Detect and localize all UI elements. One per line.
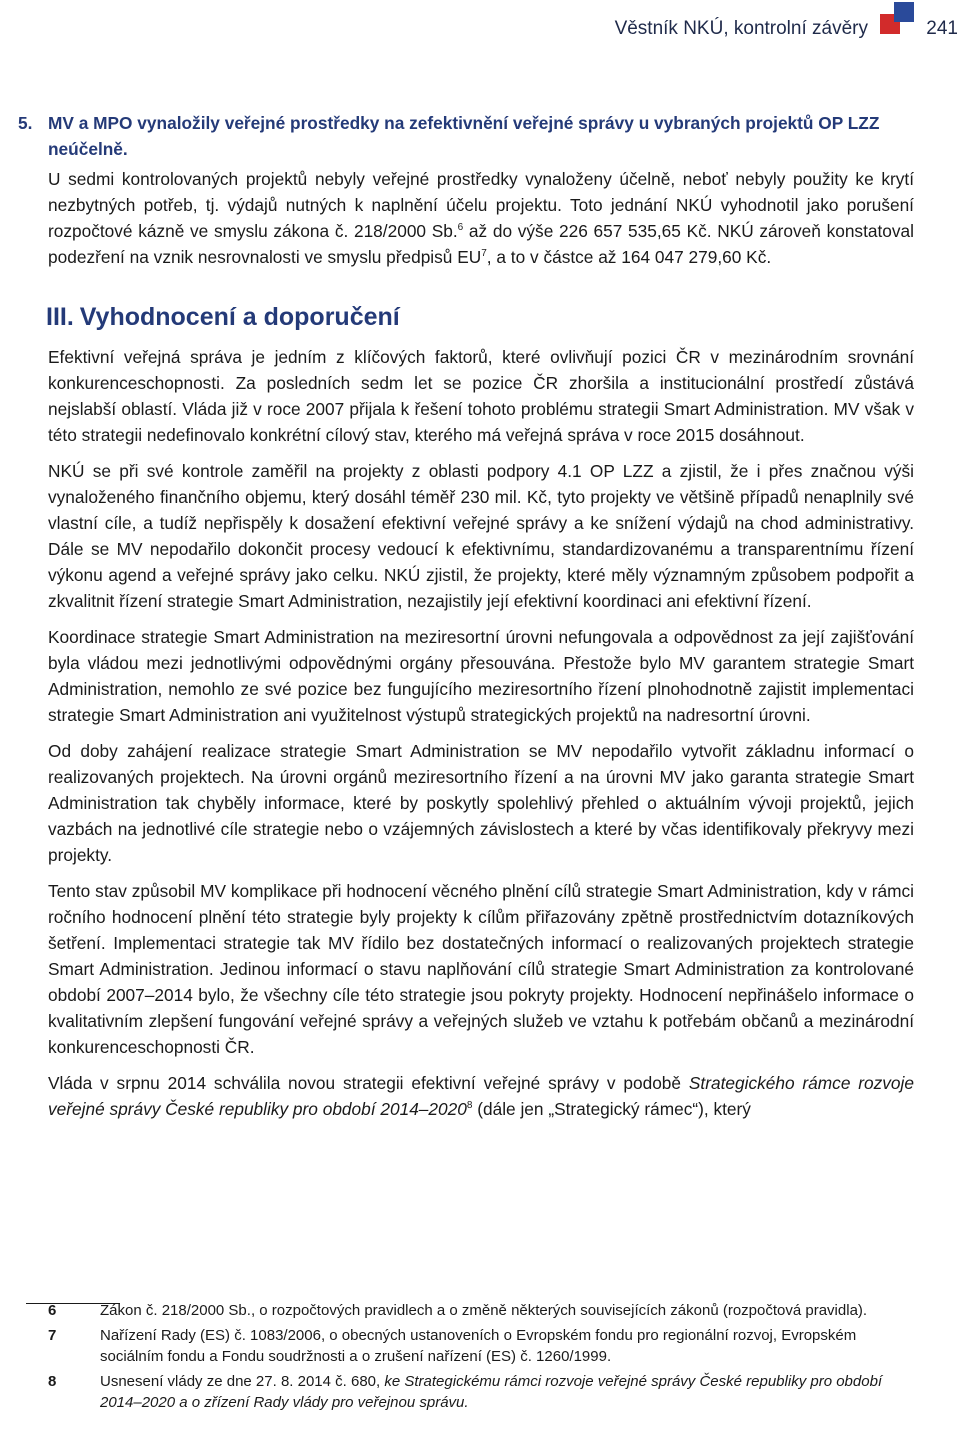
footnote-ref-6[interactable]: 6 — [457, 222, 464, 233]
finding-heading-text: MV a MPO vynaložily veřejné prostředky na zefektivnění veřejné správy u vybraných projektů OP LZZ neúčelně. — [48, 113, 880, 159]
last-paragraph-part1: Vláda v srpnu 2014 schválila novou strategii efektivní veřejné správy v podobě — [48, 1073, 689, 1093]
body-paragraph: Koordinace strategie Smart Administration na meziresortní úrovni nefungovala a odpovědnost za její zajišťování byla vládou mezi jednotlivými odpovědnými orgány přesouvána. Přestože bylo MV garantem strategie Smart Administration, nemohlo ze své pozice bez fungujícího meziresortního řízení plnohodnotně zajistit implementaci strategie Smart Administration ani využitelnost výstupů strategických projektů na nadresortní úrovni. — [48, 627, 914, 725]
finding-paragraph-part2: až do výše 226 657 535,65 Kč. NKÚ zároveň konstatoval podezření na vznik nesrovnalosti ve smyslu předpisů EU — [48, 221, 914, 267]
footnote-ref-8[interactable]: 8 — [466, 1100, 473, 1111]
nku-squares-logo-icon — [880, 2, 916, 38]
finding-paragraph — [48, 166, 914, 270]
section-roman-numeral: III. — [46, 303, 74, 331]
finding-paragraph-part1: U sedmi kontrolovaných projektů nebyly veřejné prostředky vynaloženy účelně, neboť nebyly použity ke krytí nezbytných potřeb, tj. výdajů nutných k naplnění účelu projektu. Toto jednání NKÚ vyhodnotil jako porušení rozpočtové kázně ve smyslu zákona č. 218/2000 Sb. — [48, 169, 914, 241]
footnote-number: 6 — [48, 1302, 57, 1319]
footnote-number: 7 — [48, 1327, 57, 1344]
footnote-text: Zákon č. 218/2000 Sb., o rozpočtových pravidlech a o změně některých souvisejících zákonů (rozpočtová pravidla). — [100, 1302, 868, 1319]
footnote-text: Nařízení Rady (ES) č. 1083/2006, o obecných ustanoveních o Evropském fondu pro regionální rozvoj, Evropském sociálním fondu a Fondu soudržnosti a o zrušení nařízení (ES) č. 1260/1999. — [100, 1327, 857, 1365]
body-paragraph-last — [48, 1070, 914, 1122]
footnote-number: 8 — [48, 1373, 57, 1390]
body-paragraph: Efektivní veřejná správa je jedním z klíčových faktorů, které ovlivňují pozici ČR v mezinárodním srovnání konkurenceschopnosti. Za posledních sedm let se pozice ČR zhoršila a institucionální prostředí zůstává nejslabší oblastí. Vláda již v roce 2007 přijala k řešení tohoto problému strategii Smart Administration. MV však v této strategii nedefinovalo konkrétní cílový stav, kterého má veřejná správa v roce 2015 dosáhnout. — [48, 347, 914, 445]
body-paragraph: NKÚ se při své kontrole zaměřil na projekty z oblasti podpory 4.1 OP LZZ a zjistil, že i přes značnou výši vynaloženého finančního objemu, který dosáhl téměř 230 mil. Kč, tyto projekty ve většině případů nenaplnily své vlastní cíle, a tudíž nepřispěly k dosažení efektivní veřejné správy a ke snížení výdajů na chod administrativy. Dále se MV nepodařilo dokončit procesy vedoucí k efektivnímu, standardizovanému a transparentnímu řízení výkonu agend a veřejné správy jako celku. NKÚ zjistil, že projekty, které měly významným způsobem podpořit a zkvalitnit řízení strategie Smart Administration, nezajistily její efektivní koordinaci ani efektivní řízení. — [48, 461, 914, 611]
logo-blue-square — [894, 2, 914, 22]
finding-number: 5. — [18, 113, 33, 133]
body-paragraph: Od doby zahájení realizace strategie Smart Administration se MV nepodařilo vytvořit základnu informací o realizovaných projektech. Na úrovni orgánů meziresortního řízení a na úrovni MV jako garanta strategie Smart Administration tak chyběly informace, které by poskytly spolehlivý přehled o aktuálním vývoji projektů, jejich vazbách na jednotlivé cíle strategie nebo o vzájemných závislostech a které by včas identifikovaly překryvy mezi projekty. — [48, 741, 914, 865]
strategy-title-italic: Strategického rámce rozvoje veřejné správy České republiky pro období 2014–2020 — [48, 1073, 914, 1119]
running-title: Věstník NKÚ, kontrolní závěry — [614, 18, 868, 39]
finding-paragraph-part3: , a to v částce až 164 047 279,60 Kč. — [486, 247, 772, 267]
main-content — [18, 110, 914, 1132]
body-paragraph: Tento stav způsobil MV komplikace při hodnocení věcného plnění cílů strategie Smart Administration, kdy v rámci ročního hodnocení plnění této strategie byly projekty k cílům přiřazovány zpětně prostřednictvím dotazníkových šetření. Implementaci strategie tak MV řídilo bez dostatečných informací o realizovaných projektech strategie Smart Administration. Jedinou informací o stavu naplňování cílů strategie Smart Administration za kontrolované období 2007–2014 bylo, že všechny cíle této strategie jsou pokryty projekty. Hodnocení nepřinášelo informace o kvalitativním zlepšení fungování veřejné správy a veřejných služeb ve vztahu k potřebám občanů a mezinárodní konkurenceschopnosti ČR. — [48, 881, 914, 1057]
finding-heading — [18, 110, 914, 162]
section-title-text: Vyhodnocení a doporučení — [79, 303, 400, 331]
section-title — [46, 304, 914, 330]
footnote-text-plain: Usnesení vlády ze dne 27. 8. 2014 č. 680, — [100, 1373, 385, 1390]
footnote-8 — [48, 1371, 914, 1413]
footnote-text-italic: ke Strategickému rámci rozvoje veřejné správy České republiky pro období 2014–2020 a o zřízení Rady vlády pro veřejnou správu. — [100, 1373, 883, 1411]
footnote-6 — [48, 1300, 914, 1321]
footnote-ref-7[interactable]: 7 — [481, 248, 487, 259]
page-header — [0, 14, 960, 48]
last-paragraph-part2: (dále jen „Strategický rámec“), který — [472, 1099, 751, 1119]
page-number: 241 — [926, 18, 958, 39]
footnotes — [48, 1300, 914, 1417]
footnote-7 — [48, 1325, 914, 1367]
